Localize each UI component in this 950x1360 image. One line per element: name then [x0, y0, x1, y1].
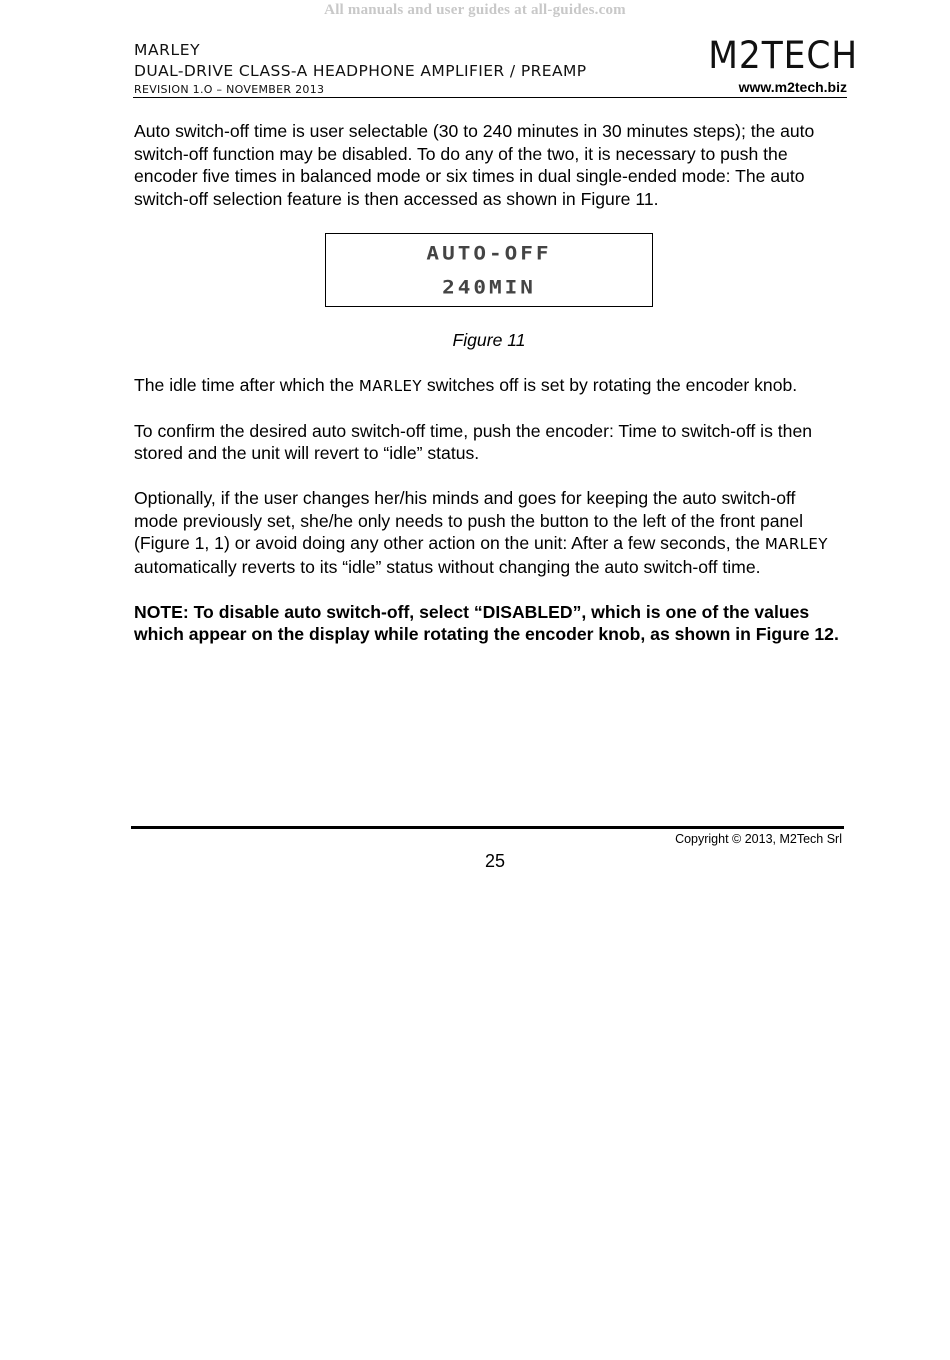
text-segment: Optionally, if the user changes her/his minds and goes for keeping the auto switch-off mode previously set, she/he only needs to push the button to the left of the front panel (Figure 1, 1) or avoid doing any other action on the unit: After a few seconds, the — [134, 488, 804, 553]
text-segment: switches off is set by rotating the encoder knob. — [421, 374, 798, 395]
header-revision: REVISION 1.O – NOVEMBER 2013 — [134, 83, 325, 96]
paragraph-optional — [134, 487, 844, 578]
footer-divider — [131, 826, 844, 829]
lcd-display-figure — [325, 233, 653, 307]
note-paragraph: NOTE: To disable auto switch-off, select “DISABLED”, which is one of the values which appear on the display while rotating the encoder knob, as shown in Figure 12. — [134, 601, 839, 644]
header-product-name: MARLEY — [134, 41, 201, 59]
lcd-line-1: AUTO-OFF — [426, 241, 552, 264]
lcd-line-2: 240MIN — [442, 275, 536, 298]
watermark: All manuals and user guides at all-guides.com — [324, 2, 626, 18]
header-divider — [133, 97, 847, 98]
brand-name: MARLEY — [358, 376, 422, 395]
header-subtitle: DUAL-DRIVE CLASS-A HEADPHONE AMPLIFIER / PREAMP — [134, 62, 587, 80]
website-url: www.m2tech.biz — [738, 79, 847, 95]
paragraph-confirm: To confirm the desired auto switch-off time, push the encoder: Time to switch-off is then stored and the unit will revert to “idle” status. — [134, 420, 813, 463]
brand-name: MARLEY — [764, 535, 828, 553]
copyright-notice: Copyright © 2013, M2Tech Srl — [675, 832, 842, 846]
figure-caption: Figure 11 — [452, 329, 526, 350]
m2tech-logo: M2TECH — [708, 34, 858, 77]
document-header — [134, 40, 587, 98]
paragraph-idle-time — [134, 374, 844, 398]
page-number: 25 — [484, 851, 506, 871]
text-segment: automatically reverts to its “idle” status without changing the auto switch-off time. — [134, 556, 761, 577]
paragraph-intro: Auto switch-off time is user selectable (30 to 240 minutes in 30 minutes steps); the auto switch-off function may be disabled. To do any of the two, it is necessary to push the encoder five times in balanced mode or six times in dual single-ended mode: The auto switch-off selection feature is then accessed as shown in Figure 11. — [134, 121, 815, 209]
page-content — [134, 120, 844, 668]
text-segment: The idle time after which the — [134, 374, 359, 395]
